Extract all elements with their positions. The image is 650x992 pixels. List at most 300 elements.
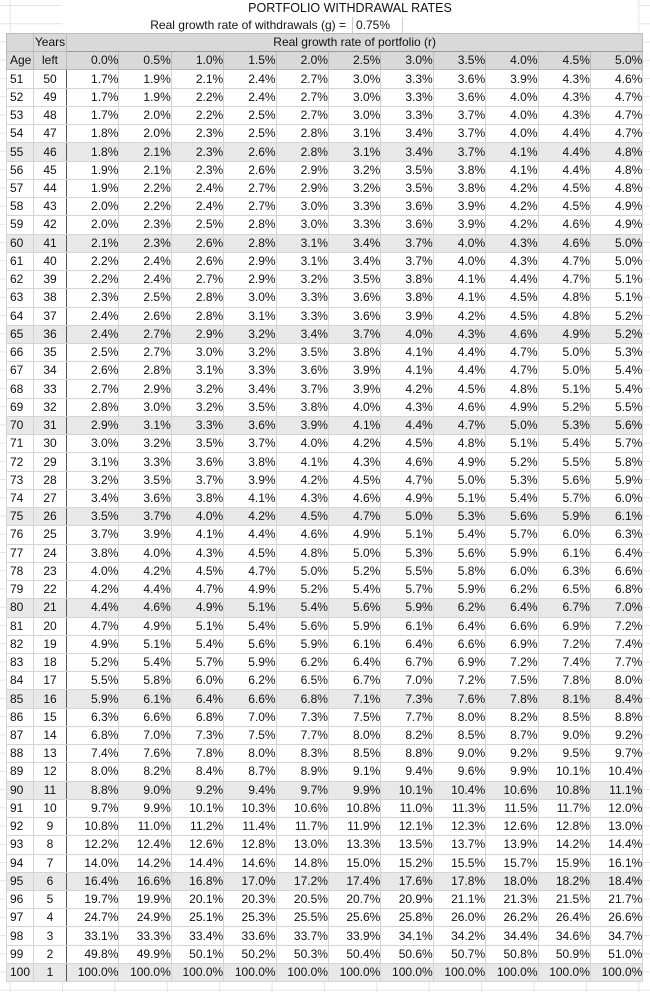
rate-cell[interactable]	[590, 763, 642, 781]
rate-cell[interactable]	[67, 435, 119, 453]
rate-cell[interactable]	[276, 143, 328, 161]
rate-cell[interactable]	[381, 106, 433, 124]
years-left-cell[interactable]: 2	[34, 945, 67, 963]
rate-cell[interactable]	[590, 106, 642, 124]
withdrawal-growth-value-cell[interactable]: 0.75%	[352, 17, 403, 33]
years-left-cell[interactable]: 11	[34, 781, 67, 799]
rate-cell[interactable]	[433, 489, 485, 507]
rate-cell[interactable]	[538, 252, 590, 270]
rate-cell[interactable]	[171, 88, 223, 106]
rate-cell[interactable]	[276, 690, 328, 708]
rate-cell[interactable]	[119, 70, 171, 88]
age-cell[interactable]: 75	[7, 508, 34, 526]
age-cell[interactable]: 74	[7, 489, 34, 507]
rate-cell[interactable]	[119, 581, 171, 599]
rate-cell[interactable]	[67, 763, 119, 781]
rate-cell[interactable]	[67, 854, 119, 872]
rate-cell[interactable]	[171, 635, 223, 653]
rate-cell[interactable]	[171, 271, 223, 289]
rate-cell[interactable]	[538, 508, 590, 526]
rate-cell[interactable]	[171, 179, 223, 197]
rate-cell[interactable]	[276, 526, 328, 544]
header-rate-cell[interactable]	[328, 52, 380, 70]
rate-cell[interactable]	[433, 380, 485, 398]
rate-cell[interactable]	[381, 398, 433, 416]
header-age[interactable]: Age	[7, 52, 34, 70]
rate-cell[interactable]	[67, 106, 119, 124]
age-cell[interactable]: 91	[7, 799, 34, 817]
rate-cell[interactable]	[486, 471, 538, 489]
rate-cell[interactable]	[119, 362, 171, 380]
age-cell[interactable]: 80	[7, 599, 34, 617]
rate-cell[interactable]	[538, 143, 590, 161]
rate-cell[interactable]	[276, 799, 328, 817]
rate-cell[interactable]	[433, 672, 485, 690]
rate-cell[interactable]	[119, 216, 171, 234]
rate-cell[interactable]	[538, 836, 590, 854]
years-left-cell[interactable]: 5	[34, 891, 67, 909]
rate-cell[interactable]	[276, 818, 328, 836]
rate-cell[interactable]	[381, 179, 433, 197]
years-left-cell[interactable]: 29	[34, 453, 67, 471]
rate-cell[interactable]	[381, 653, 433, 671]
rate-cell[interactable]	[276, 289, 328, 307]
rate-cell[interactable]	[119, 927, 171, 945]
rate-cell[interactable]	[328, 909, 380, 927]
rate-cell[interactable]	[224, 945, 276, 963]
rate-cell[interactable]	[590, 635, 642, 653]
rate-cell[interactable]	[276, 125, 328, 143]
rate-cell[interactable]	[433, 781, 485, 799]
rate-cell[interactable]	[486, 781, 538, 799]
years-left-cell[interactable]: 43	[34, 198, 67, 216]
rate-cell[interactable]	[328, 763, 380, 781]
rate-cell[interactable]	[328, 690, 380, 708]
rate-cell[interactable]	[67, 581, 119, 599]
rate-cell[interactable]	[67, 289, 119, 307]
age-cell[interactable]: 58	[7, 198, 34, 216]
rate-cell[interactable]	[433, 799, 485, 817]
rate-cell[interactable]	[486, 818, 538, 836]
rate-cell[interactable]	[67, 362, 119, 380]
rate-cell[interactable]	[433, 198, 485, 216]
rate-cell[interactable]	[276, 398, 328, 416]
rate-cell[interactable]	[433, 179, 485, 197]
rate-cell[interactable]	[590, 836, 642, 854]
rate-cell[interactable]	[171, 836, 223, 854]
rate-cell[interactable]	[171, 544, 223, 562]
rate-cell[interactable]	[381, 891, 433, 909]
rate-cell[interactable]	[119, 179, 171, 197]
rate-cell[interactable]	[538, 325, 590, 343]
rate-cell[interactable]	[328, 945, 380, 963]
rate-cell[interactable]	[67, 198, 119, 216]
rate-cell[interactable]	[276, 489, 328, 507]
age-cell[interactable]: 97	[7, 909, 34, 927]
years-left-cell[interactable]: 17	[34, 672, 67, 690]
rate-cell[interactable]	[486, 581, 538, 599]
rate-cell[interactable]	[590, 252, 642, 270]
age-cell[interactable]: 82	[7, 635, 34, 653]
rate-cell[interactable]	[486, 307, 538, 325]
rate-cell[interactable]	[328, 398, 380, 416]
rate-cell[interactable]	[590, 143, 642, 161]
rate-cell[interactable]	[328, 416, 380, 434]
rate-cell[interactable]	[538, 362, 590, 380]
rate-cell[interactable]	[276, 508, 328, 526]
rate-cell[interactable]	[224, 88, 276, 106]
rate-cell[interactable]	[171, 234, 223, 252]
rate-cell[interactable]	[538, 198, 590, 216]
rate-cell[interactable]	[224, 380, 276, 398]
rate-cell[interactable]	[171, 763, 223, 781]
years-left-cell[interactable]: 36	[34, 325, 67, 343]
rate-cell[interactable]	[328, 635, 380, 653]
rate-cell[interactable]	[433, 963, 485, 981]
rate-cell[interactable]	[381, 763, 433, 781]
rate-cell[interactable]	[486, 891, 538, 909]
rate-cell[interactable]	[538, 818, 590, 836]
rate-cell[interactable]	[171, 289, 223, 307]
rate-cell[interactable]	[381, 143, 433, 161]
rate-cell[interactable]	[433, 508, 485, 526]
rate-cell[interactable]	[328, 854, 380, 872]
rate-cell[interactable]	[433, 635, 485, 653]
rate-cell[interactable]	[224, 745, 276, 763]
rate-cell[interactable]	[224, 289, 276, 307]
rate-cell[interactable]	[67, 599, 119, 617]
rate-cell[interactable]	[538, 690, 590, 708]
rate-cell[interactable]	[328, 836, 380, 854]
rate-cell[interactable]	[486, 489, 538, 507]
rate-cell[interactable]	[433, 945, 485, 963]
rate-cell[interactable]	[224, 818, 276, 836]
rate-cell[interactable]	[381, 799, 433, 817]
rate-cell[interactable]	[276, 653, 328, 671]
age-cell[interactable]: 84	[7, 672, 34, 690]
rate-cell[interactable]	[224, 672, 276, 690]
rate-cell[interactable]	[224, 252, 276, 270]
rate-cell[interactable]	[433, 343, 485, 361]
rate-cell[interactable]	[276, 234, 328, 252]
rate-cell[interactable]	[119, 234, 171, 252]
rate-cell[interactable]	[538, 70, 590, 88]
rate-cell[interactable]	[171, 891, 223, 909]
rate-cell[interactable]	[486, 672, 538, 690]
rate-cell[interactable]	[328, 617, 380, 635]
age-cell[interactable]: 65	[7, 325, 34, 343]
years-left-cell[interactable]: 22	[34, 581, 67, 599]
years-left-cell[interactable]: 10	[34, 799, 67, 817]
rate-cell[interactable]	[224, 471, 276, 489]
rate-cell[interactable]	[276, 836, 328, 854]
years-left-cell[interactable]: 32	[34, 398, 67, 416]
rate-cell[interactable]	[328, 380, 380, 398]
rate-cell[interactable]	[67, 489, 119, 507]
age-cell[interactable]: 61	[7, 252, 34, 270]
rate-cell[interactable]	[486, 343, 538, 361]
rate-cell[interactable]	[538, 872, 590, 890]
rate-cell[interactable]	[171, 617, 223, 635]
rate-cell[interactable]	[328, 891, 380, 909]
rate-cell[interactable]	[224, 726, 276, 744]
rate-cell[interactable]	[486, 198, 538, 216]
years-left-cell[interactable]: 8	[34, 836, 67, 854]
rate-cell[interactable]	[276, 252, 328, 270]
rate-cell[interactable]	[276, 745, 328, 763]
rate-cell[interactable]	[590, 179, 642, 197]
rate-cell[interactable]	[67, 143, 119, 161]
rate-cell[interactable]	[328, 252, 380, 270]
rate-cell[interactable]	[328, 234, 380, 252]
rate-cell[interactable]	[119, 726, 171, 744]
rate-cell[interactable]	[433, 88, 485, 106]
rate-cell[interactable]	[538, 581, 590, 599]
rate-cell[interactable]	[381, 672, 433, 690]
rate-cell[interactable]	[67, 690, 119, 708]
rate-cell[interactable]	[328, 271, 380, 289]
rate-cell[interactable]	[276, 179, 328, 197]
rate-cell[interactable]	[276, 416, 328, 434]
rate-cell[interactable]	[486, 562, 538, 580]
age-cell[interactable]: 77	[7, 544, 34, 562]
rate-cell[interactable]	[119, 88, 171, 106]
rate-cell[interactable]	[67, 398, 119, 416]
rate-cell[interactable]	[486, 872, 538, 890]
rate-cell[interactable]	[590, 581, 642, 599]
rate-cell[interactable]	[119, 343, 171, 361]
rate-cell[interactable]	[67, 653, 119, 671]
rate-cell[interactable]	[224, 234, 276, 252]
rate-cell[interactable]	[433, 106, 485, 124]
rate-cell[interactable]	[590, 453, 642, 471]
years-left-cell[interactable]: 15	[34, 708, 67, 726]
rate-cell[interactable]	[590, 672, 642, 690]
rate-cell[interactable]	[590, 234, 642, 252]
rate-cell[interactable]	[119, 745, 171, 763]
rate-cell[interactable]	[67, 836, 119, 854]
rate-cell[interactable]	[67, 307, 119, 325]
rate-cell[interactable]	[328, 927, 380, 945]
rate-cell[interactable]	[381, 380, 433, 398]
rate-cell[interactable]	[590, 726, 642, 744]
rate-cell[interactable]	[67, 325, 119, 343]
rate-cell[interactable]	[433, 854, 485, 872]
rate-cell[interactable]	[381, 526, 433, 544]
rate-cell[interactable]	[119, 489, 171, 507]
rate-cell[interactable]	[590, 271, 642, 289]
rate-cell[interactable]	[276, 763, 328, 781]
rate-cell[interactable]	[224, 690, 276, 708]
rate-cell[interactable]	[67, 562, 119, 580]
rate-cell[interactable]	[119, 252, 171, 270]
rate-cell[interactable]	[67, 271, 119, 289]
age-cell[interactable]: 79	[7, 581, 34, 599]
rate-cell[interactable]	[433, 909, 485, 927]
years-left-cell[interactable]: 42	[34, 216, 67, 234]
rate-cell[interactable]	[276, 927, 328, 945]
rate-cell[interactable]	[381, 836, 433, 854]
rate-cell[interactable]	[224, 635, 276, 653]
rate-cell[interactable]	[381, 453, 433, 471]
rate-cell[interactable]	[486, 161, 538, 179]
rate-cell[interactable]	[119, 854, 171, 872]
age-cell[interactable]: 72	[7, 453, 34, 471]
rate-cell[interactable]	[119, 690, 171, 708]
rate-cell[interactable]	[590, 416, 642, 434]
rate-cell[interactable]	[171, 508, 223, 526]
rate-cell[interactable]	[486, 70, 538, 88]
rate-cell[interactable]	[433, 471, 485, 489]
rate-cell[interactable]	[433, 252, 485, 270]
age-cell[interactable]: 52	[7, 88, 34, 106]
rate-cell[interactable]	[590, 198, 642, 216]
rate-cell[interactable]	[119, 544, 171, 562]
rate-cell[interactable]	[433, 891, 485, 909]
rate-cell[interactable]	[381, 70, 433, 88]
rate-cell[interactable]	[171, 70, 223, 88]
rate-cell[interactable]	[486, 526, 538, 544]
rate-cell[interactable]	[276, 872, 328, 890]
rate-cell[interactable]	[119, 708, 171, 726]
rate-cell[interactable]	[224, 854, 276, 872]
rate-cell[interactable]	[328, 799, 380, 817]
rate-cell[interactable]	[590, 125, 642, 143]
rate-cell[interactable]	[433, 125, 485, 143]
rate-cell[interactable]	[224, 763, 276, 781]
rate-cell[interactable]	[486, 927, 538, 945]
rate-cell[interactable]	[538, 489, 590, 507]
years-left-cell[interactable]: 33	[34, 380, 67, 398]
rate-cell[interactable]	[119, 799, 171, 817]
rate-cell[interactable]	[433, 70, 485, 88]
rate-cell[interactable]	[538, 963, 590, 981]
rate-cell[interactable]	[486, 362, 538, 380]
rate-cell[interactable]	[224, 891, 276, 909]
rate-cell[interactable]	[119, 672, 171, 690]
rate-cell[interactable]	[381, 581, 433, 599]
rate-cell[interactable]	[224, 325, 276, 343]
rate-cell[interactable]	[119, 562, 171, 580]
rate-cell[interactable]	[538, 891, 590, 909]
age-cell[interactable]: 68	[7, 380, 34, 398]
rate-cell[interactable]	[433, 416, 485, 434]
rate-cell[interactable]	[538, 398, 590, 416]
rate-cell[interactable]	[538, 799, 590, 817]
rate-cell[interactable]	[381, 161, 433, 179]
rate-cell[interactable]	[119, 508, 171, 526]
age-cell[interactable]: 87	[7, 726, 34, 744]
header-age-blank[interactable]	[7, 34, 34, 52]
rate-cell[interactable]	[381, 307, 433, 325]
rate-cell[interactable]	[433, 836, 485, 854]
years-left-cell[interactable]: 35	[34, 343, 67, 361]
age-cell[interactable]: 86	[7, 708, 34, 726]
rate-cell[interactable]	[486, 945, 538, 963]
rate-cell[interactable]	[67, 909, 119, 927]
rate-cell[interactable]	[171, 325, 223, 343]
rate-cell[interactable]	[381, 708, 433, 726]
rate-cell[interactable]	[171, 927, 223, 945]
rate-cell[interactable]	[433, 745, 485, 763]
rate-cell[interactable]	[276, 581, 328, 599]
years-left-cell[interactable]: 30	[34, 435, 67, 453]
rate-cell[interactable]	[328, 453, 380, 471]
years-left-cell[interactable]: 47	[34, 125, 67, 143]
rate-cell[interactable]	[276, 672, 328, 690]
rate-cell[interactable]	[590, 653, 642, 671]
rate-cell[interactable]	[328, 307, 380, 325]
rate-cell[interactable]	[171, 818, 223, 836]
rate-cell[interactable]	[119, 380, 171, 398]
rate-cell[interactable]	[381, 854, 433, 872]
rate-cell[interactable]	[538, 726, 590, 744]
rate-cell[interactable]	[67, 963, 119, 981]
rate-cell[interactable]	[67, 343, 119, 361]
years-left-cell[interactable]: 26	[34, 508, 67, 526]
rate-cell[interactable]	[433, 690, 485, 708]
rate-cell[interactable]	[433, 271, 485, 289]
age-cell[interactable]: 64	[7, 307, 34, 325]
rate-cell[interactable]	[276, 70, 328, 88]
rate-cell[interactable]	[119, 617, 171, 635]
rate-cell[interactable]	[486, 635, 538, 653]
header-years-left[interactable]: left	[34, 52, 67, 70]
rate-cell[interactable]	[276, 544, 328, 562]
rate-cell[interactable]	[224, 70, 276, 88]
rate-cell[interactable]	[171, 909, 223, 927]
rate-cell[interactable]	[224, 307, 276, 325]
age-cell[interactable]: 78	[7, 562, 34, 580]
age-cell[interactable]: 66	[7, 343, 34, 361]
rate-cell[interactable]	[171, 599, 223, 617]
rate-cell[interactable]	[119, 198, 171, 216]
years-left-cell[interactable]: 16	[34, 690, 67, 708]
rate-cell[interactable]	[486, 854, 538, 872]
rate-cell[interactable]	[538, 435, 590, 453]
rate-cell[interactable]	[381, 489, 433, 507]
rate-cell[interactable]	[381, 471, 433, 489]
rate-cell[interactable]	[486, 435, 538, 453]
age-cell[interactable]: 93	[7, 836, 34, 854]
rate-cell[interactable]	[119, 963, 171, 981]
rate-cell[interactable]	[171, 489, 223, 507]
rate-cell[interactable]	[171, 380, 223, 398]
header-rate-cell[interactable]	[119, 52, 171, 70]
rate-cell[interactable]	[590, 799, 642, 817]
rate-cell[interactable]	[590, 945, 642, 963]
rate-cell[interactable]	[590, 398, 642, 416]
rate-cell[interactable]	[433, 581, 485, 599]
rate-cell[interactable]	[590, 526, 642, 544]
header-rate-cell[interactable]	[67, 52, 119, 70]
rate-cell[interactable]	[486, 544, 538, 562]
age-cell[interactable]: 89	[7, 763, 34, 781]
rate-cell[interactable]	[171, 198, 223, 216]
age-cell[interactable]: 54	[7, 125, 34, 143]
rate-cell[interactable]	[538, 599, 590, 617]
age-cell[interactable]: 62	[7, 271, 34, 289]
rate-cell[interactable]	[119, 125, 171, 143]
rate-cell[interactable]	[276, 945, 328, 963]
rate-cell[interactable]	[381, 617, 433, 635]
rate-cell[interactable]	[433, 599, 485, 617]
rate-cell[interactable]	[590, 818, 642, 836]
rate-cell[interactable]	[224, 416, 276, 434]
rate-cell[interactable]	[538, 234, 590, 252]
rate-cell[interactable]	[381, 726, 433, 744]
years-left-cell[interactable]: 46	[34, 143, 67, 161]
